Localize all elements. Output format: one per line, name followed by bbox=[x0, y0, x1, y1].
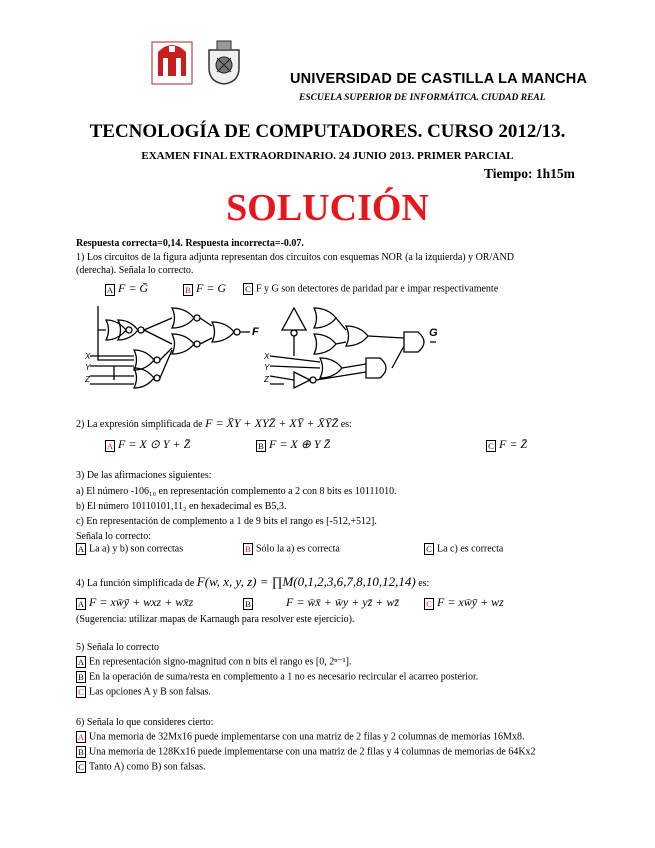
q1-option-b[interactable] bbox=[183, 281, 226, 296]
q4-hint: (Sugerencia: utilizar mapas de Karnaugh para resolver este ejercicio). bbox=[76, 614, 355, 625]
school-name: ESCUELA SUPERIOR DE INFORMÁTICA. CIUDAD REAL bbox=[299, 93, 546, 103]
q1-option-c[interactable] bbox=[243, 283, 498, 295]
q5-option-a-text: En representación signo-magnitud con n bits el rango es [0, 2ⁿ⁻¹]. bbox=[89, 656, 352, 668]
option-box-b: B bbox=[76, 746, 86, 758]
q2-option-c-expr: F = Z̄ bbox=[499, 437, 528, 451]
option-box-a: A bbox=[77, 657, 85, 667]
option-box-b: B bbox=[243, 543, 253, 555]
right-input-z: Z bbox=[264, 375, 269, 384]
q3-intro: 3) De las afirmaciones siguientes: bbox=[76, 470, 212, 481]
q3-statement-b: b) El número 10110101,11₂ en hexadecimal es B5,3. bbox=[76, 501, 287, 512]
option-box-a: A bbox=[77, 732, 85, 742]
q6-option-c-text: Tanto A) como B) son falsas. bbox=[89, 761, 206, 773]
q5-option-b-text: En la operación de suma/resta en complemento a 1 no es necesario recircular el acarreo posterior. bbox=[89, 671, 479, 683]
circuit-label-g: G bbox=[429, 327, 438, 339]
q4-option-a-expr: F = xw̄ȳ + wxz + wx̄z bbox=[89, 595, 194, 609]
q3-option-c[interactable] bbox=[424, 543, 503, 555]
option-box-b: B bbox=[76, 671, 86, 683]
q2-option-c[interactable] bbox=[486, 437, 527, 452]
right-input-y: Y bbox=[264, 363, 270, 372]
q2-text-pre: 2) La expresión simplificada de bbox=[76, 419, 203, 430]
q5-option-b[interactable] bbox=[76, 671, 478, 683]
q1-option-a-expr: F = Ḡ bbox=[118, 281, 149, 295]
scoring-rules: Respuesta correcta=0,14. Respuesta incorrecta=-0.07. bbox=[76, 238, 304, 249]
q2-text-post: es: bbox=[340, 419, 352, 430]
q1-text-line2: (derecha). Señala lo correcto. bbox=[76, 265, 194, 276]
option-box-a: A bbox=[106, 284, 114, 295]
q3-statement-a: a) El número -106₁₀ en representación complemento a 2 con 8 bits es 10111010. bbox=[76, 486, 397, 497]
q5-option-a[interactable] bbox=[76, 656, 351, 668]
option-box-c: C bbox=[424, 598, 434, 610]
q6-option-b[interactable] bbox=[76, 746, 536, 758]
q4-text-post: es: bbox=[418, 578, 430, 589]
q3-statement-c: c) En representación de complemento a 1 de 9 bits el rango es [-512,+512]. bbox=[76, 516, 377, 527]
option-box-c: C bbox=[76, 686, 86, 698]
option-box-a: A bbox=[77, 598, 85, 609]
q2-option-b[interactable] bbox=[256, 437, 330, 452]
option-box-c: C bbox=[424, 543, 434, 555]
university-logo bbox=[150, 36, 194, 86]
option-box-a: A bbox=[77, 544, 85, 554]
q4-question bbox=[76, 574, 429, 590]
seal-emblem bbox=[203, 38, 245, 86]
option-box-a: A bbox=[106, 440, 114, 451]
course-title: TECNOLOGÍA DE COMPUTADORES. CURSO 2012/13. bbox=[89, 121, 566, 142]
q1-option-c-text: F y G son detectores de paridad par e impar respectivamente bbox=[256, 283, 499, 295]
q1-circuit-diagrams bbox=[84, 298, 444, 390]
q4-option-a[interactable] bbox=[76, 595, 193, 610]
circuit-label-f: F bbox=[252, 326, 259, 338]
q3-option-a-text: La a) y b) son correctas bbox=[89, 543, 184, 555]
q5-intro: 5) Señala lo correcto bbox=[76, 642, 160, 653]
q4-expression: F(w, x, y, z) = ∏M(0,1,2,3,6,7,8,10,12,14) bbox=[196, 574, 416, 589]
university-name: UNIVERSIDAD DE CASTILLA LA MANCHA bbox=[290, 71, 588, 87]
right-input-x: X bbox=[264, 352, 270, 361]
option-box-b: B bbox=[183, 284, 193, 296]
q2-expression: F = X̄Y + XYZ̄ + XȲ + X̄ȲZ̄ bbox=[205, 416, 339, 430]
left-input-z: Z bbox=[85, 375, 90, 384]
q2-option-a-expr: F = X ⊙ Y + Z̄ bbox=[118, 437, 191, 451]
q4-option-c[interactable] bbox=[424, 595, 504, 610]
left-input-y: Y bbox=[85, 363, 91, 372]
left-input-x: X bbox=[85, 352, 91, 361]
q3-option-b-text: Sólo la a) es correcta bbox=[256, 543, 340, 555]
q2-option-b-expr: F = X ⊕ Y Z̄ bbox=[269, 437, 331, 451]
exam-subtitle: EXAMEN FINAL EXTRAORDINARIO. 24 JUNIO 2013. PRIMER PARCIAL bbox=[141, 150, 514, 162]
q6-intro: 6) Señala lo que consideres cierto: bbox=[76, 717, 214, 728]
option-box-c: C bbox=[243, 283, 253, 295]
q2-question bbox=[76, 416, 352, 431]
q6-option-a-text: Una memoria de 32Mx16 puede implementarse con una matriz de 2 filas y 2 columnas de memorias 16Mx8. bbox=[89, 731, 525, 743]
option-box-b: B bbox=[256, 440, 266, 452]
q3-option-a[interactable] bbox=[76, 543, 183, 555]
q3-prompt: Señala lo correcto: bbox=[76, 531, 151, 542]
q4-option-c-expr: F = xw̄ȳ + wz bbox=[437, 595, 504, 609]
q6-option-b-text: Una memoria de 128Kx16 puede implementarse con una matriz de 2 filas y 4 columnas de memorias de 64Kx2 bbox=[89, 746, 536, 758]
q2-option-a[interactable] bbox=[105, 437, 190, 452]
q6-option-c[interactable] bbox=[76, 761, 206, 773]
exam-time: Tiempo: 1h15m bbox=[484, 166, 575, 181]
q1-option-a[interactable] bbox=[105, 281, 148, 296]
q5-option-c[interactable] bbox=[76, 686, 211, 698]
option-box-b: B bbox=[243, 598, 253, 610]
q4-option-b[interactable] bbox=[243, 595, 399, 610]
q6-option-a[interactable] bbox=[76, 731, 524, 743]
option-box-c: C bbox=[486, 440, 496, 452]
q3-option-b[interactable] bbox=[243, 543, 340, 555]
q4-option-b-expr: F = w̄x̄ + w̄y + yz̄ + wz̄ bbox=[286, 595, 400, 609]
q5-option-c-text: Las opciones A y B son falsas. bbox=[89, 686, 211, 698]
q4-text-pre: 4) La función simplificada de bbox=[76, 578, 195, 589]
option-box-c: C bbox=[76, 761, 86, 773]
q1-option-b-expr: F = G bbox=[196, 281, 227, 295]
q3-option-c-text: La c) es correcta bbox=[437, 543, 504, 555]
solution-heading: SOLUCIÓN bbox=[226, 187, 429, 229]
q1-text-line1: 1) Los circuitos de la figura adjunta representan dos circuitos con esquemas NOR (a la izquierda) y OR/AND bbox=[76, 252, 514, 263]
